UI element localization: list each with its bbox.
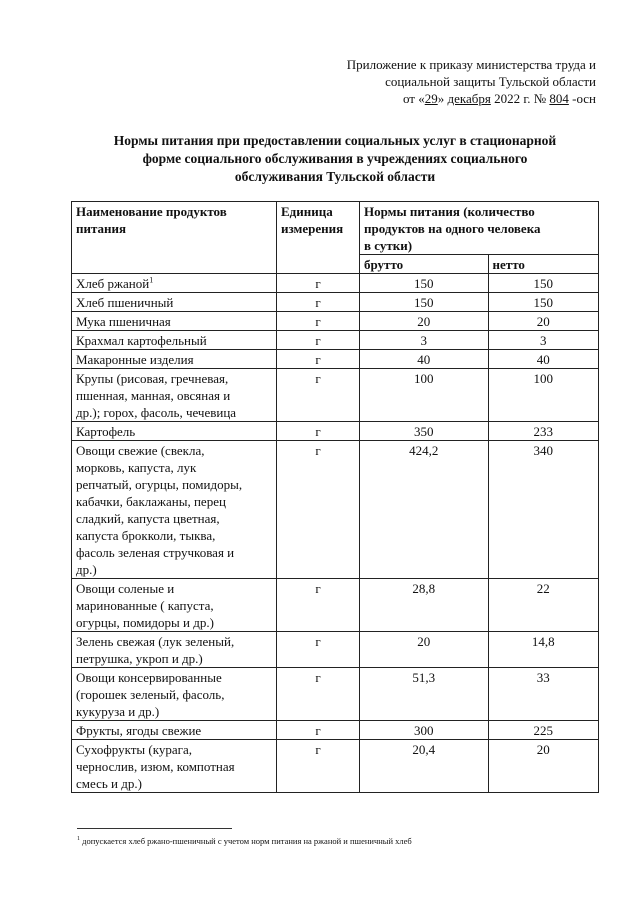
net-value-cell: 150 xyxy=(488,293,598,312)
unit-cell: г xyxy=(277,441,360,579)
product-name-cell xyxy=(72,422,277,441)
unit-cell: г xyxy=(277,668,360,721)
product-name-line: репчатый, огурцы, помидоры, xyxy=(76,477,243,492)
product-name-line: (горошек зеленый, фасоль, xyxy=(76,687,225,702)
table-row xyxy=(72,721,599,740)
product-name-cell xyxy=(72,293,277,312)
unit-cell: г xyxy=(277,350,360,369)
gross-value-cell: 424,2 xyxy=(360,441,489,579)
net-value-cell: 100 xyxy=(488,369,598,422)
header-date-day: 29 xyxy=(424,91,438,106)
header-date-year: 2022 г. № xyxy=(490,91,550,106)
net-value-cell: 340 xyxy=(488,441,598,579)
product-name-line: капуста брокколи, тыква, xyxy=(76,528,216,543)
product-name-line: Хлеб пшеничный xyxy=(76,295,174,310)
header-line-2: социальной защиты Тульской области xyxy=(385,74,596,89)
header-product-name-line1: Наименование продуктов xyxy=(76,204,227,219)
product-name-cell xyxy=(72,740,277,793)
table-row xyxy=(72,740,599,793)
product-name-cell xyxy=(72,274,277,293)
table-row xyxy=(72,632,599,668)
nutrition-norms-table xyxy=(71,201,599,793)
product-name-line: пшенная, манная, овсяная и xyxy=(76,388,231,403)
product-name-cell xyxy=(72,668,277,721)
product-name-line: Овощи соленые и xyxy=(76,581,175,596)
unit-cell: г xyxy=(277,632,360,668)
header-norms-line2: продуктов на одного человека xyxy=(364,221,541,236)
net-value-cell: 20 xyxy=(488,312,598,331)
header-unit-line2: измерения xyxy=(281,221,344,236)
table-row xyxy=(72,293,599,312)
product-name-line: Мука пшеничная xyxy=(76,314,171,329)
header-line-3 xyxy=(296,90,596,107)
unit-cell: г xyxy=(277,331,360,350)
header-product-name-line2: питания xyxy=(76,221,127,236)
title-line-1: Нормы питания при предоставлении социальных услуг в стационарной xyxy=(113,133,557,148)
product-name-line: чернослив, изюм, компотная xyxy=(76,759,235,774)
product-name-line: сладкий, капуста цветная, xyxy=(76,511,220,526)
table-row xyxy=(72,350,599,369)
product-name-line: Картофель xyxy=(76,424,136,439)
product-name-line: маринованные ( капуста, xyxy=(76,598,214,613)
header-norms xyxy=(360,202,599,255)
header-date-prefix: от « xyxy=(402,91,425,106)
table-row xyxy=(72,369,599,422)
header-unit-line1: Единица xyxy=(281,204,333,219)
net-value-cell: 20 xyxy=(488,740,598,793)
product-name-line: Макаронные изделия xyxy=(76,352,194,367)
table-row xyxy=(72,331,599,350)
header-date-mid: » xyxy=(437,91,448,106)
table-row xyxy=(72,441,599,579)
product-name-cell xyxy=(72,312,277,331)
header-norms-line3: в сутки) xyxy=(364,238,413,253)
unit-cell: г xyxy=(277,369,360,422)
footnote-reference: 1 xyxy=(149,275,154,285)
header-order-number: 804 xyxy=(549,91,569,106)
gross-value-cell: 20 xyxy=(360,632,489,668)
product-name-cell xyxy=(72,331,277,350)
unit-cell: г xyxy=(277,721,360,740)
product-name-line: Крупы (рисовая, гречневая, xyxy=(76,371,229,386)
product-name-line: др.); горох, фасоль, чечевица xyxy=(76,405,237,420)
net-value-cell: 22 xyxy=(488,579,598,632)
net-value-cell: 33 xyxy=(488,668,598,721)
unit-cell: г xyxy=(277,274,360,293)
unit-cell: г xyxy=(277,740,360,793)
header-net: нетто xyxy=(488,255,598,274)
product-name-line: фасоль зеленая стручковая и xyxy=(76,545,235,560)
net-value-cell: 3 xyxy=(488,331,598,350)
net-value-cell: 14,8 xyxy=(488,632,598,668)
header-date-month: декабря xyxy=(447,91,491,106)
net-value-cell: 233 xyxy=(488,422,598,441)
unit-cell: г xyxy=(277,579,360,632)
footnote-text: допускается хлеб ржано-пшеничный с учетом норм питания на ржаной и пшеничный хлеб xyxy=(80,836,412,846)
product-name-line: Зелень свежая (лук зеленый, xyxy=(76,634,235,649)
unit-cell: г xyxy=(277,293,360,312)
product-name-line: Крахмал картофельный xyxy=(76,333,207,348)
gross-value-cell: 150 xyxy=(360,274,489,293)
header-gross: брутто xyxy=(360,255,489,274)
gross-value-cell: 3 xyxy=(360,331,489,350)
footnote-mark: 1 xyxy=(77,836,80,843)
product-name-line: смесь и др.) xyxy=(76,776,142,791)
gross-value-cell: 28,8 xyxy=(360,579,489,632)
gross-value-cell: 150 xyxy=(360,293,489,312)
footnote xyxy=(77,836,412,847)
table-row xyxy=(72,422,599,441)
product-name-cell xyxy=(72,369,277,422)
product-name-line: Сухофрукты (курага, xyxy=(76,742,192,757)
product-name-line: Овощи консервированные xyxy=(76,670,222,685)
product-name-line: др.) xyxy=(76,562,97,577)
product-name-line: Хлеб ржаной xyxy=(76,276,150,291)
product-name-line: Фрукты, ягоды свежие xyxy=(76,723,202,738)
gross-value-cell: 350 xyxy=(360,422,489,441)
net-value-cell: 40 xyxy=(488,350,598,369)
order-reference-header xyxy=(296,56,596,107)
product-name-line: морковь, капуста, лук xyxy=(76,460,197,475)
header-product-name xyxy=(72,202,277,274)
product-name-line: кукуруза и др.) xyxy=(76,704,160,719)
product-name-cell xyxy=(72,350,277,369)
unit-cell: г xyxy=(277,422,360,441)
product-name-line: Овощи свежие (свекла, xyxy=(76,443,205,458)
product-name-line: огурцы, помидоры и др.) xyxy=(76,615,214,630)
header-order-suffix: -осн xyxy=(568,91,596,106)
footnote-separator xyxy=(77,828,232,829)
net-value-cell: 225 xyxy=(488,721,598,740)
gross-value-cell: 100 xyxy=(360,369,489,422)
product-name-cell xyxy=(72,579,277,632)
table-row xyxy=(72,274,599,293)
title-line-2: форме социального обслуживания в учреждениях социального xyxy=(142,151,528,166)
product-name-cell xyxy=(72,632,277,668)
product-name-line: кабачки, баклажаны, перец xyxy=(76,494,226,509)
net-value-cell: 150 xyxy=(488,274,598,293)
gross-value-cell: 300 xyxy=(360,721,489,740)
unit-cell: г xyxy=(277,312,360,331)
product-name-cell xyxy=(72,441,277,579)
gross-value-cell: 20 xyxy=(360,312,489,331)
table-row xyxy=(72,579,599,632)
product-name-line: петрушка, укроп и др.) xyxy=(76,651,203,666)
gross-value-cell: 20,4 xyxy=(360,740,489,793)
table-row xyxy=(72,312,599,331)
header-line-1: Приложение к приказу министерства труда и xyxy=(346,57,596,72)
product-name-cell xyxy=(72,721,277,740)
gross-value-cell: 51,3 xyxy=(360,668,489,721)
header-unit xyxy=(277,202,360,274)
document-title xyxy=(70,132,600,186)
title-line-3: обслуживания Тульской области xyxy=(234,169,436,184)
header-norms-line1: Нормы питания (количество xyxy=(364,204,535,219)
gross-value-cell: 40 xyxy=(360,350,489,369)
table-row xyxy=(72,668,599,721)
